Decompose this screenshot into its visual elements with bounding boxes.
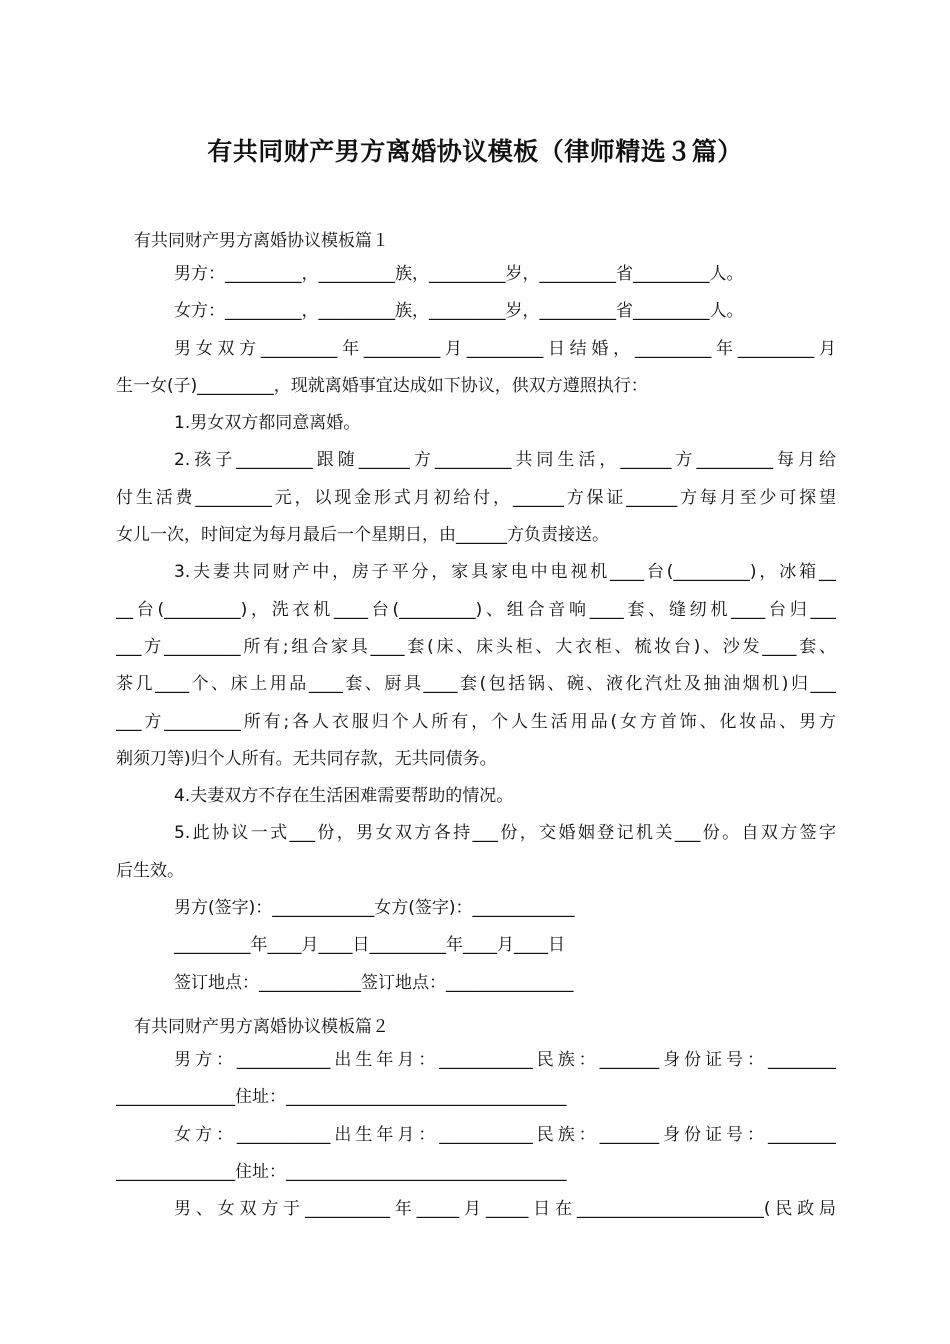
paragraph-line: 男方：___________出生年月：___________民族：_______身份证号：________: [174, 1050, 836, 1070]
paragraph-line: ___方_________所有;各人衣服归个人所有，个人生活用品(女方首饰、化妆品、男方: [116, 711, 836, 732]
paragraph-line: 女方：_________，_________族，_________岁，_________省_________人。: [174, 301, 744, 322]
date-line: _________年____月____日_________年____月____日: [174, 935, 565, 956]
paragraph-line: 女方：___________出生年月：___________民族：_______身份证号：________: [174, 1124, 836, 1145]
paragraph-line: 女儿一次，时间定为每月最后一个星期日，由______方负责接送。: [116, 525, 609, 546]
paragraph-line: 男方：_________，_________族，_________岁，_________省_________人。: [174, 264, 744, 284]
signature-line: 男方(签字)：____________女方(签字)：____________: [174, 898, 575, 919]
paragraph-line: 男、女双方于__________年_____月_____日在______________________(民政局: [174, 1199, 836, 1220]
paragraph-line: 男女双方_________年_________月_________日结婚，_________年_________月: [174, 338, 836, 359]
paragraph-line: 生一女(子)_________，现就离婚事宜达成如下协议，供双方遵照执行：: [116, 375, 648, 396]
paragraph-line: ___方_________所有;组合家具____套(床、床头柜、大衣柜、梳妆台)、沙发____套、: [116, 636, 836, 657]
section-2-body: [116, 1042, 836, 1228]
paragraph-line: 剃须刀等)归个人所有。无共同存款，无共同债务。: [116, 748, 497, 769]
paragraph-line: 5.此协议一式___份，男女双方各持___份，交婚姻登记机关___份。自双方签字: [174, 823, 836, 844]
section-1-body: [116, 256, 836, 1002]
paragraph-line: 后生效。: [116, 860, 184, 881]
paragraph-line: __台(_________)，洗衣机____台(_________)、组合音响____套、缝纫机____台归___: [116, 599, 836, 620]
paragraph-line: 付生活费_________元，以现金形式月初给付，______方保证______方每月至少可探望: [116, 487, 836, 508]
signing-place-line: 签订地点：____________签订地点：_______________: [174, 972, 574, 993]
paragraph-line: 4.夫妻双方不存在生活困难需要帮助的情况。: [174, 786, 514, 807]
paragraph-line: 1.男女双方都同意离婚。: [174, 413, 361, 434]
paragraph-line: 茶几____个、床上用品____套、厨具____套(包括锅、碗、液化汽灶及抽油烟机)归___: [116, 674, 836, 695]
paragraph-line: 3.夫妻共同财产中，房子平分，家具家电中电视机____台(_________)，冰箱__: [174, 562, 836, 583]
paragraph-line: ______________住址：_________________________________: [116, 1161, 567, 1182]
paragraph-line: ______________住址：_________________________________: [116, 1087, 567, 1108]
section-1-heading: 有共同财产男方离婚协议模板篇１: [134, 231, 389, 251]
paragraph-line: 2.孩子_________跟随______方_________共同生活，______方_________每月给: [174, 450, 836, 471]
document-title: 有共同财产男方离婚协议模板（律师精选３篇）: [207, 137, 743, 166]
section-2-heading: 有共同财产男方离婚协议模板篇２: [134, 1017, 389, 1037]
